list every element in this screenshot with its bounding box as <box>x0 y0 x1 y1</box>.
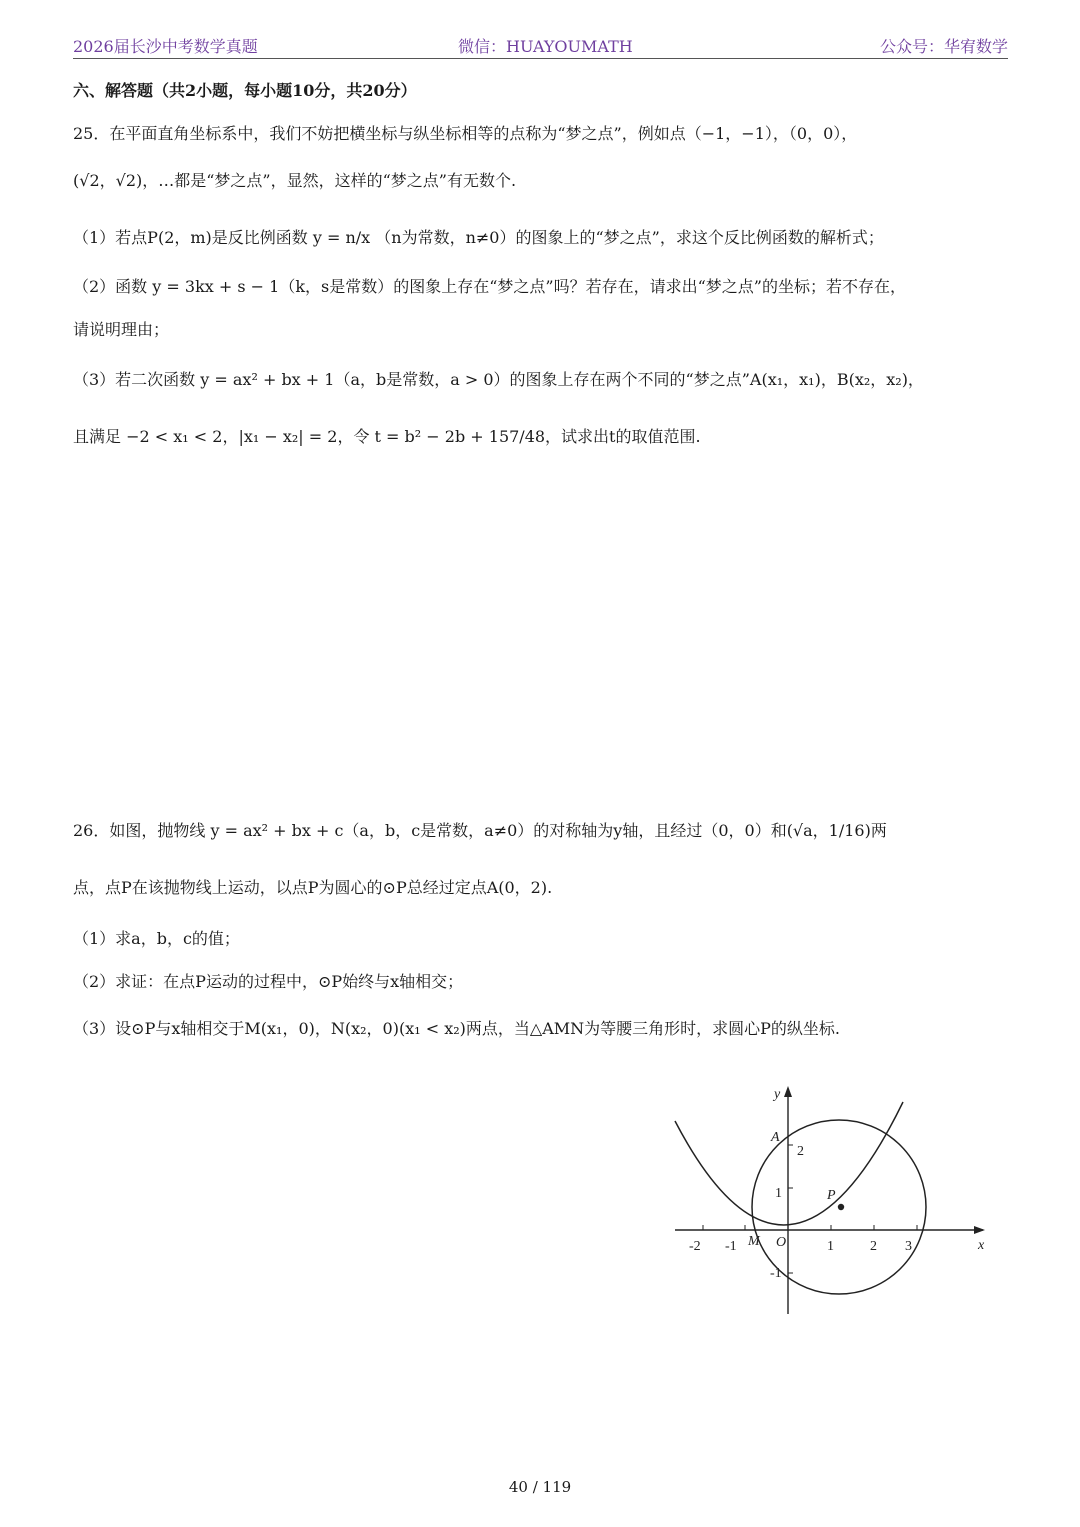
header-right: 公众号：华宥数学 <box>879 37 1008 56</box>
parabola-circle-figure <box>665 1078 995 1323</box>
xtick-label: -2 <box>689 1239 701 1254</box>
origin-label: O <box>776 1235 787 1250</box>
ytick-label: -1 <box>770 1266 782 1281</box>
xtick-label: 3 <box>905 1239 912 1254</box>
point-p-dot <box>838 1204 844 1210</box>
x-axis-arrow <box>974 1226 985 1234</box>
y-axis-label: y <box>774 1087 781 1102</box>
section-title: 六、解答题（共2小题，每小题10分，共20分） <box>73 81 417 100</box>
q26-part1: （1）求a，b，c的值； <box>73 929 240 948</box>
q25-part2b: 请说明理由； <box>73 320 170 339</box>
xtick-label: 1 <box>827 1239 834 1254</box>
q26-line2: 点，点P在该抛物线上运动，以点P为圆心的⊙P总经过定点A(0，2). <box>73 878 553 897</box>
point-p-label: P <box>827 1188 836 1203</box>
xtick-label: -1 <box>725 1239 737 1254</box>
page-number: 40 / 119 <box>508 1478 572 1496</box>
ytick-label: 2 <box>797 1144 804 1159</box>
q25-part3b: 且满足 −2 < x₁ < 2，|x₁ − x₂| = 2，令 t = b² − 2b + 157/48，试求出t的取值范围. <box>73 427 701 446</box>
q25-part2a: （2）函数 y = 3kx + s − 1（k，s是常数）的图象上存在“梦之点”吗？若存在，请求出“梦之点”的坐标；若不存在， <box>73 277 906 296</box>
xtick-label: 2 <box>870 1239 877 1254</box>
q26-part2: （2）求证：在点P运动的过程中，⊙P始终与x轴相交； <box>73 972 464 991</box>
header-left: 2026届长沙中考数学真题 <box>73 37 258 56</box>
header-center: 微信：HUAYOUMATH <box>458 37 633 56</box>
q25-line2: (√2，√2)，…都是“梦之点”，显然，这样的“梦之点”有无数个. <box>73 171 517 190</box>
ytick-label: 1 <box>775 1186 782 1201</box>
q26-part3: （3）设⊙P与x轴相交于M(x₁，0)，N(x₂，0)(x₁ < x₂)两点，当△AMN为等腰三角形时，求圆心P的纵坐标. <box>73 1019 840 1038</box>
y-axis-arrow <box>784 1086 792 1097</box>
q25-part3a: （3）若二次函数 y = ax² + bx + 1（a，b是常数，a > 0）的图象上存在两个不同的“梦之点”A(x₁，x₁)，B(x₂，x₂)， <box>73 370 924 389</box>
q25-line1: 25．在平面直角坐标系中，我们不妨把横坐标与纵坐标相等的点称为“梦之点”，例如点（−1，−1），（0，0）， <box>73 124 858 143</box>
point-a-label: A <box>771 1130 780 1145</box>
q25-part1: （1）若点P(2，m)是反比例函数 y = n/x （n为常数，n≠0）的图象上的“梦之点”，求这个反比例函数的解析式； <box>73 228 884 247</box>
page-header <box>73 30 1008 59</box>
x-axis-label: x <box>978 1238 985 1253</box>
q26-line1: 26．如图，抛物线 y = ax² + bx + c（a，b，c是常数，a≠0）的对称轴为y轴，且经过（0，0）和(√a，1/16)两 <box>73 821 887 840</box>
parabola-curve <box>675 1102 903 1225</box>
point-m-label: M <box>748 1234 760 1249</box>
